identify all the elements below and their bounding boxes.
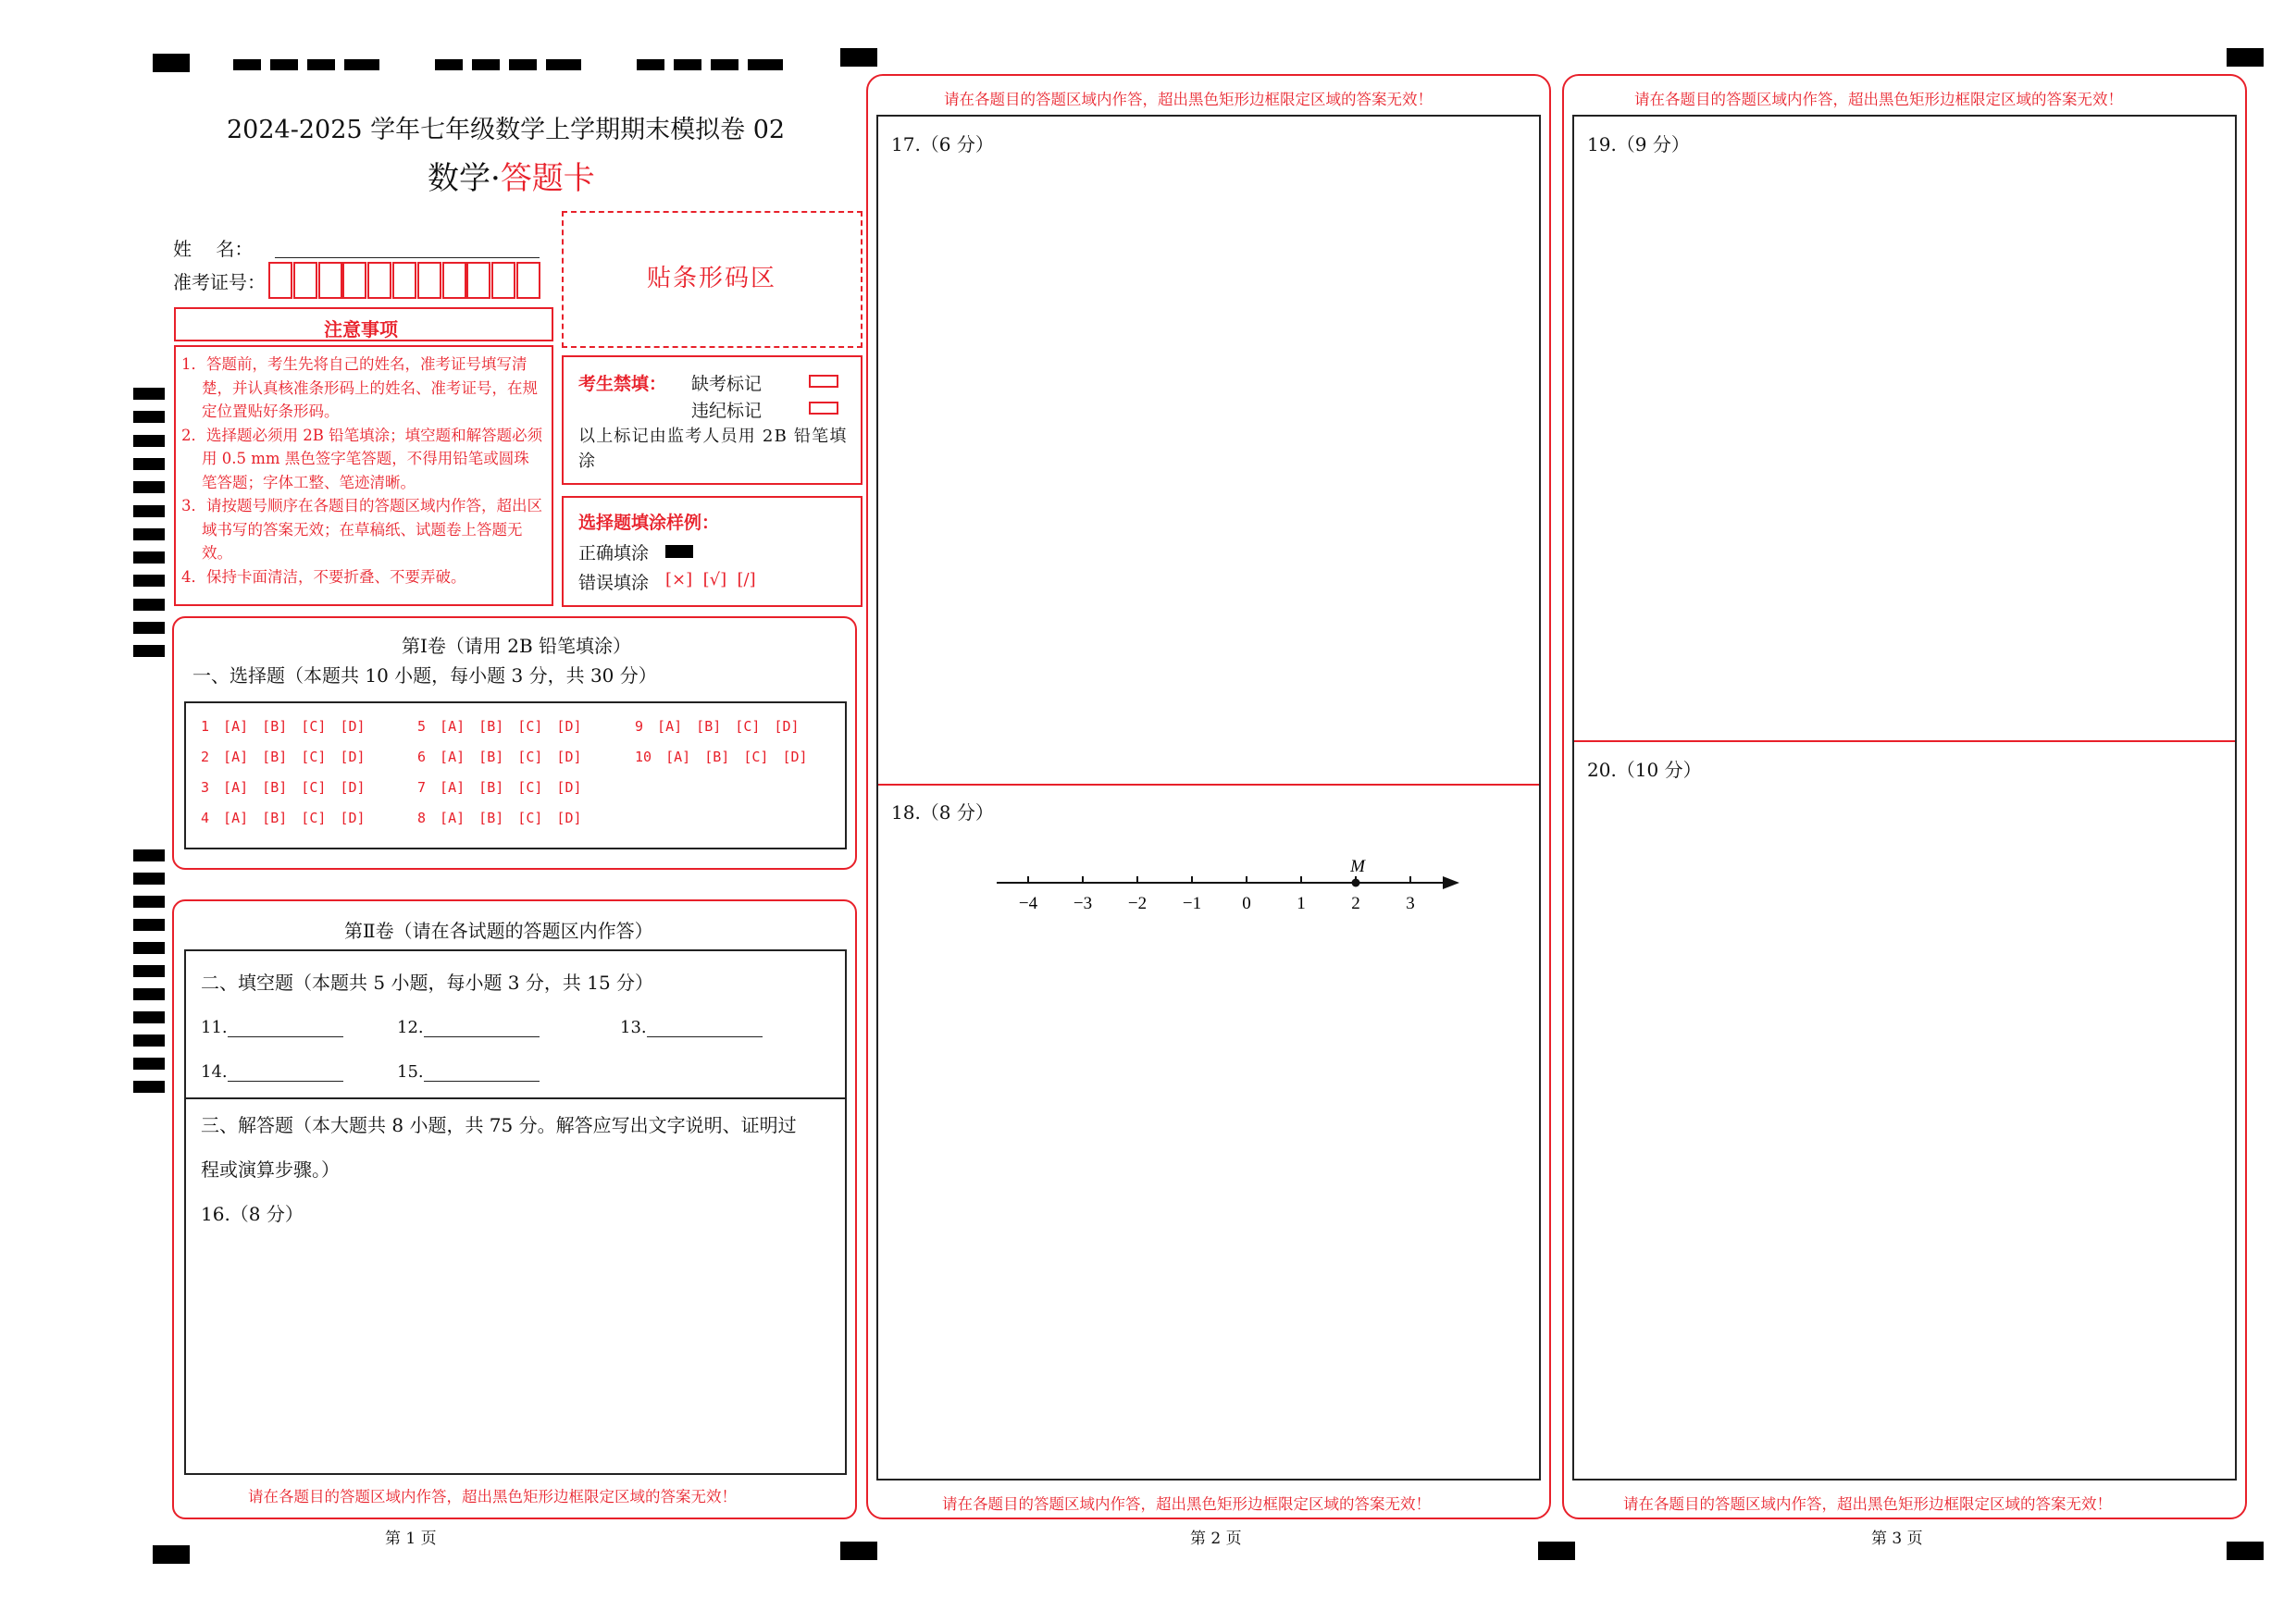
side-mark — [133, 599, 165, 611]
top-corner-mark — [840, 48, 877, 67]
page-number: 第 2 页 — [1190, 1530, 1242, 1548]
blank-number: 11. — [201, 1018, 228, 1037]
page3-answer-area — [1572, 115, 2237, 1481]
side-mark — [133, 388, 165, 400]
forbidden-box — [562, 355, 863, 485]
q19-answer-area[interactable] — [1574, 157, 2235, 735]
part2-title: 第Ⅱ卷（请在各试题的答题区内作答） — [344, 920, 653, 942]
part1-title: 第Ⅰ卷（请用 2B 铅笔填涂） — [402, 635, 632, 657]
top-mark — [509, 59, 537, 70]
q20-label: 20.（10 分） — [1587, 759, 1702, 781]
number-line-tick-label: −2 — [1127, 894, 1148, 913]
id-digit-cell[interactable] — [268, 262, 292, 299]
side-mark — [133, 1058, 165, 1070]
top-corner-mark — [2227, 48, 2264, 67]
top-mark — [472, 59, 500, 70]
part2-box — [172, 899, 857, 1519]
blank-15[interactable] — [397, 1062, 540, 1082]
side-mark — [133, 1081, 165, 1093]
name-label: 姓 名： — [173, 238, 254, 260]
id-number-grid[interactable] — [268, 262, 542, 299]
q19-q20-divider — [1574, 740, 2235, 742]
side-mark — [133, 645, 165, 657]
q18-label: 18.（8 分） — [891, 801, 994, 824]
page3-frame — [1562, 74, 2247, 1519]
id-digit-cell[interactable] — [516, 262, 540, 299]
point-m — [1352, 879, 1360, 887]
notice-item: 3．请按题号顺序在各题目的答题区域内作答，超出区域书写的答案无效；在草稿纸、试题卷上答题无效。 — [181, 497, 542, 562]
part1-box — [172, 616, 857, 870]
barcode-area[interactable] — [562, 211, 863, 348]
top-mark — [233, 59, 261, 70]
part2-answer-area — [184, 949, 847, 1475]
violation-label: 违纪标记 — [691, 401, 763, 421]
id-label: 准考证号： — [173, 271, 266, 293]
blank-number: 14. — [201, 1062, 228, 1082]
bottom-corner-mark — [840, 1542, 877, 1560]
wrong-label: 错误填涂 — [578, 573, 650, 593]
forbidden-label: 考生禁填： — [578, 374, 667, 394]
barcode-label: 贴条形码区 — [647, 265, 777, 292]
number-line-tick-label: −4 — [1018, 894, 1038, 913]
side-mark — [133, 942, 165, 954]
side-mark — [133, 505, 165, 517]
side-mark — [133, 458, 165, 470]
absent-mark-box[interactable] — [809, 375, 838, 388]
page-number: 第 1 页 — [385, 1530, 437, 1548]
id-digit-cell[interactable] — [491, 262, 515, 299]
id-digit-cell[interactable] — [392, 262, 416, 299]
blank-line[interactable] — [228, 1020, 343, 1037]
blank-14[interactable] — [201, 1062, 343, 1082]
side-mark — [133, 551, 165, 564]
top-mark — [748, 59, 783, 70]
choice-section-title: 一、选择题（本题共 10 小题，每小题 3 分，共 30 分） — [192, 664, 657, 687]
id-digit-cell[interactable] — [417, 262, 441, 299]
side-mark — [133, 1011, 165, 1023]
q17-q18-divider — [878, 784, 1539, 786]
notice-list — [181, 353, 544, 588]
blank-11[interactable] — [201, 1018, 343, 1037]
side-mark — [133, 965, 165, 977]
top-mark — [435, 59, 463, 70]
choice-question[interactable]: 7 [A] [B] [C] [D] — [417, 779, 582, 796]
side-mark — [133, 919, 165, 931]
choice-question[interactable]: 5 [A] [B] [C] [D] — [417, 718, 582, 735]
number-line-tick-label: 2 — [1351, 894, 1360, 913]
number-line — [980, 855, 1461, 938]
top-mark — [674, 59, 701, 70]
notice-box — [174, 345, 553, 606]
id-digit-cell[interactable] — [318, 262, 342, 299]
choice-question[interactable]: 2 [A] [B] [C] [D] — [201, 749, 366, 765]
number-line-arrow — [1443, 876, 1459, 889]
blank-line[interactable] — [228, 1064, 343, 1082]
bottom-corner-mark — [1538, 1542, 1575, 1560]
name-field[interactable] — [275, 257, 540, 258]
top-mark — [344, 59, 379, 70]
side-mark — [133, 622, 165, 634]
id-digit-cell[interactable] — [466, 262, 490, 299]
side-mark — [133, 411, 165, 423]
warning-text: 请在各题目的答题区域内作答，超出黑色矩形边框限定区域的答案无效！ — [248, 1488, 737, 1505]
top-mark — [270, 59, 298, 70]
choice-question[interactable]: 4 [A] [B] [C] [D] — [201, 810, 366, 826]
blank-number: 12. — [397, 1018, 424, 1037]
notice-item: 4．保持卡面清洁，不要折叠、不要弄破。 — [181, 567, 466, 586]
notice-item: 2．选择题必须用 2B 铅笔填涂；填空题和解答题必须用 0.5 mm 黑色签字笔答题，不得用铅笔或圆珠笔答题；字体工整、笔迹清晰。 — [181, 426, 543, 491]
choice-question[interactable]: 8 [A] [B] [C] [D] — [417, 810, 582, 826]
page2-answer-area — [876, 115, 1541, 1481]
correct-fill-sample — [665, 545, 693, 558]
side-mark — [133, 1035, 165, 1047]
number-line-tick-label: 3 — [1406, 894, 1415, 913]
side-mark — [133, 528, 165, 540]
choice-question[interactable]: 6 [A] [B] [C] [D] — [417, 749, 582, 765]
q16-label: 16.（8 分） — [201, 1203, 304, 1225]
choice-question[interactable]: 9 [A] [B] [C] [D] — [635, 718, 800, 735]
side-mark — [133, 435, 165, 447]
notice-title: 注意事项 — [324, 318, 398, 341]
top-mark — [546, 59, 581, 70]
side-mark — [133, 896, 165, 908]
side-mark — [133, 988, 165, 1000]
q19-label: 19.（9 分） — [1587, 133, 1690, 155]
solve-section-title-cont: 程或演算步骤。） — [201, 1158, 340, 1181]
id-digit-cell[interactable] — [342, 262, 366, 299]
warning-text: 请在各题目的答题区域内作答，超出黑色矩形边框限定区域的答案无效！ — [1623, 1495, 2112, 1513]
section-divider — [186, 1097, 845, 1099]
point-m-label: M — [1350, 857, 1365, 876]
violation-mark-box[interactable] — [809, 402, 838, 415]
id-digit-cell[interactable] — [293, 262, 317, 299]
q17-answer-area[interactable] — [878, 157, 1539, 777]
subject-label: 数学· — [428, 160, 501, 197]
q18-answer-area[interactable] — [878, 949, 1539, 1477]
top-mark — [711, 59, 738, 70]
choice-answer-grid — [184, 701, 847, 849]
blank-number: 15. — [397, 1062, 424, 1082]
choice-question[interactable]: 1 [A] [B] [C] [D] — [201, 718, 366, 735]
exam-title: 2024-2025 学年七年级数学上学期期末模拟卷 02 — [227, 116, 786, 144]
sample-title: 选择题填涂样例： — [578, 513, 720, 533]
warning-text: 请在各题目的答题区域内作答，超出黑色矩形边框限定区域的答案无效！ — [944, 91, 1433, 108]
id-digit-cell[interactable] — [442, 262, 466, 299]
blank-line[interactable] — [424, 1064, 540, 1082]
q17-label: 17.（6 分） — [891, 133, 994, 155]
number-line-tick-label: 1 — [1297, 894, 1306, 913]
solve-section-title: 三、解答题（本大题共 8 小题，共 75 分。解答应写出文字说明、证明过 — [201, 1114, 797, 1136]
bottom-corner-mark — [153, 1545, 190, 1564]
page-number: 第 3 页 — [1871, 1530, 1923, 1548]
forbidden-note: 以上标记由监考人员用 2B 铅笔填涂 — [578, 427, 848, 471]
sample-box — [562, 496, 863, 607]
blank-13[interactable] — [620, 1018, 763, 1037]
notice-title-box — [174, 307, 553, 341]
top-mark — [637, 59, 664, 70]
top-corner-mark — [153, 54, 190, 72]
bottom-corner-mark — [2227, 1542, 2264, 1560]
id-digit-cell[interactable] — [367, 262, 391, 299]
blank-12[interactable] — [397, 1018, 540, 1037]
wrong-marks: [×] [√] [/] — [665, 570, 756, 589]
warning-text: 请在各题目的答题区域内作答，超出黑色矩形边框限定区域的答案无效！ — [942, 1495, 1431, 1513]
choice-question[interactable]: 10 [A] [B] [C] [D] — [635, 749, 808, 765]
correct-label: 正确填涂 — [578, 543, 650, 564]
subject-title — [428, 153, 595, 198]
q20-answer-area[interactable] — [1574, 785, 2235, 1479]
answer-card-label: 答题卡 — [500, 160, 595, 197]
page2-frame — [866, 74, 1551, 1519]
number-line-tick-label: −1 — [1182, 894, 1202, 913]
warning-text: 请在各题目的答题区域内作答，超出黑色矩形边框限定区域的答案无效！ — [1634, 91, 2123, 108]
side-mark — [133, 849, 165, 861]
blank-number: 13. — [620, 1018, 647, 1037]
side-mark — [133, 481, 165, 493]
q16-answer-area[interactable] — [186, 1229, 845, 1473]
notice-item: 1．答题前，考生先将自己的姓名，准考证号填写清楚，并认真核准条形码上的姓名、准考证号，在规定位置贴好条形码。 — [181, 355, 538, 420]
blank-line[interactable] — [424, 1020, 540, 1037]
number-line-tick-label: 0 — [1242, 894, 1251, 913]
top-mark — [307, 59, 335, 70]
side-mark — [133, 873, 165, 885]
blank-line[interactable] — [647, 1020, 763, 1037]
choice-question[interactable]: 3 [A] [B] [C] [D] — [201, 779, 366, 796]
side-mark — [133, 575, 165, 587]
fill-section-title: 二、填空题（本题共 5 小题，每小题 3 分，共 15 分） — [201, 972, 654, 994]
absent-label: 缺考标记 — [691, 374, 763, 394]
number-line-tick-label: −3 — [1073, 894, 1093, 913]
